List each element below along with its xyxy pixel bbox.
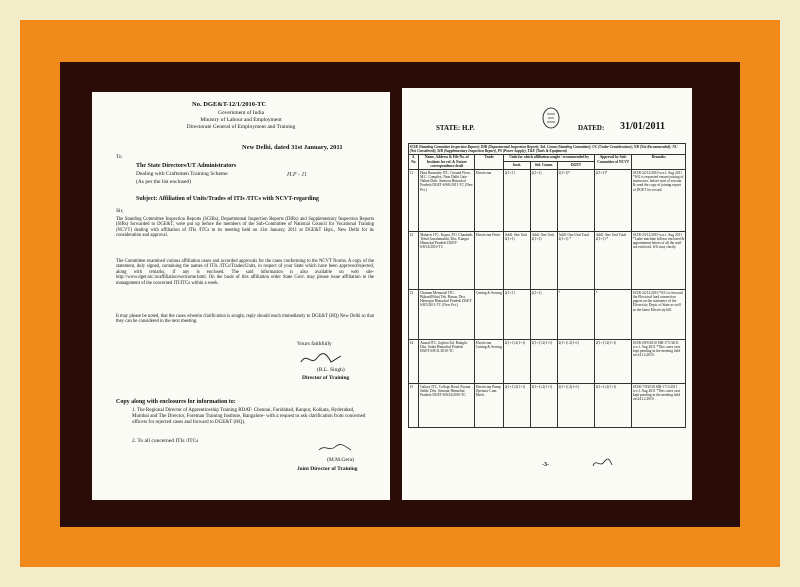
row-sno: 13: [409, 289, 419, 339]
address-line-1: The State Directors/UT Administrators: [136, 163, 237, 169]
row-trade: Electrician Pump Operator Cum Mech.: [475, 383, 504, 427]
signature-2: [317, 442, 357, 454]
row-sno: 11: [409, 169, 419, 231]
row-trade: Electrician Fitter: [475, 231, 504, 289]
row-approval: *: [595, 289, 632, 339]
row-remarks: SCIR-22/12/2010 w.e.f. Aug 2011 *S/G is requested ensure joining of instructors, before start of session & send the copy of joining report of DGET for record.: [632, 169, 686, 231]
gov-line-2: Ministry of Labour and Employment: [200, 117, 282, 123]
row-instt: 2(1+1) 2(1+1): [504, 383, 531, 427]
salutation: Sir,: [116, 208, 124, 214]
row-approval: 2(1+1) 2(1+1): [595, 383, 632, 427]
row-sno: 14: [409, 339, 419, 383]
row-instt: 2(1+1) 2(1+1): [504, 339, 531, 383]
row-trade: Electrician: [475, 169, 504, 231]
row-trade: Electrician Cutting & Sewing: [475, 339, 504, 383]
dated-value: 31/01/2011: [620, 121, 666, 132]
state-label: STATE: H.P.: [436, 124, 475, 132]
table-row: [409, 383, 686, 427]
row-std: 2(1+1) 2(1+1): [531, 339, 558, 383]
letter-ref: No. DGE&T-12/1/2010-TC: [192, 101, 267, 108]
dated-label: DATED:: [578, 124, 605, 132]
letter-page: [92, 92, 390, 500]
page-signature: [590, 456, 614, 470]
header-name: Name, Address & File No. of Institute for ref. & Future correspondence draft: [419, 154, 475, 169]
table-row: [409, 231, 686, 289]
gov-line-3: Directorate General of Employment and Training: [186, 124, 296, 130]
header-dget: DGET: [557, 162, 594, 170]
row-dget: 2(1+1) 2(1+1): [557, 339, 594, 383]
row-name: Galaxy ITC, College Road, Paonta Sahib, Dist. Sirmour Himachal Pradesh DGET-6/8/24/2010-TC: [419, 383, 475, 427]
row-name: Chaman Memorial ITC, Bijhari(Bilru) Teh. Barsar, Dist. Hamirpur Himachal Pradesh DGET-6/8/5/2011-TC (New Pvt.): [419, 289, 475, 339]
page-number: -3-: [542, 462, 549, 468]
paragraph-2: The Committee examined various affiliation cases and accorded approvals for the cases conforming to the NCVT Norms. A copy of the statement, duly signed, containing the names of ITIs /ITCs/Trades/Units, in respect of your State which have been approved/rejected, along with remarks, if any is enclosed. The said information is also available on web site- http://www.dget.nic.in/affiliation/welcome.html. On the basis of this affiliation order State Govt. may please issue affiliation to the management of the concerned ITI/ITCs within a week.: [116, 259, 374, 286]
signatory-1-name: (R.L. Singh): [317, 367, 345, 373]
copy-item-2: 2. To all concerned ITIs /ITCs: [132, 438, 199, 444]
row-remarks: SCIR-7/9/2010 SIR-17/1/2011 w.e.f. Aug 2011 *This cases case kept pending in the meeting held on 24.12.2010.: [632, 383, 686, 427]
table-legend: SCIR (Standing Committee Inspection Report); DIR (Departmental Inspection Report); Std. Comm (Standing Committee); UC (Under Consideration); NR (Not Recommended); NC (Not Considered); SIR (Supplementary Inspection Report), PS (Power Supply), T&E (Tools & Equipment): [409, 144, 686, 155]
row-approval: 2(1+1) 2(1+1): [595, 339, 632, 383]
row-name: Hota Basundry ITC, Ground Floor, M.C. Complex, Near Dalhi Gate Nahan Distt. Sirmour Himachal Pradesh DGET-6/8/6/2011-TC (New Pvt.): [419, 169, 475, 231]
row-std: 2(1+1) 2(1+1): [531, 383, 558, 427]
row-dget: 2(1+1)*: [557, 169, 594, 231]
affiliation-table: [408, 143, 686, 428]
row-sno: 15: [409, 383, 419, 427]
row-dget: 2(1+1) 2(1+1): [557, 383, 594, 427]
row-instt: Addl. One Unit 2(1+1): [504, 231, 531, 289]
address-line-2: Dealing with Craftsmen Training Scheme: [136, 171, 228, 177]
header-trade: Trade: [475, 154, 504, 169]
row-remarks: SCIR-23/12/2010 w.e.f. Aug 2011 *Lathe machine bill not enclosed & appointment letters of all the staff not enclosed. S/G may clarify.: [632, 231, 686, 289]
header-remarks: Remarks: [632, 154, 686, 169]
yours-faithfully: Yours faithfully: [297, 341, 332, 347]
gov-line-1: Government of India: [217, 110, 265, 116]
handwritten-note: H.P - 11: [287, 172, 307, 178]
copy-heading: Copy along with enclosures for information to:: [116, 399, 236, 405]
subject-line: Subject: Affiliation of Units/Trades of ITIs /ITCs with NCVT-regarding: [136, 196, 319, 202]
row-approval: 2(1+1)*: [595, 169, 632, 231]
row-instt: 2(1+1): [504, 289, 531, 339]
row-name: Mahavir ITC, Kopra, P.O. Chaukath, Tehsil Jawalamukhi, Dist. Kangra Himachal Pradesh DGET-6/8/14/2010-TC: [419, 231, 475, 289]
header-instt: Instt.: [504, 162, 531, 170]
signatory-2-title: Joint Director of Training: [297, 466, 358, 472]
row-std: 2(1+1): [531, 289, 558, 339]
row-approval: Addl. One Unit Total 2(1+1) *: [595, 231, 632, 289]
header-std: Std. Comm.: [531, 162, 558, 170]
to-label: To: [116, 154, 122, 160]
header-approval: Approval by Sub-Committee of NCVT: [595, 154, 632, 169]
copy-item-1: 1. The Regional Director of Apprenticeship Training RDAT- Chennai, Faridabad, Kanpur, Kolkata, Hyderabad, Mumbai and The Director, Foreman Training Institute, Bangalore- with a request to ask clarification from concerned officers for rejected cases and forward to DGE&T (HQ).: [132, 408, 366, 425]
signature-1: [297, 350, 347, 368]
row-dget: *: [557, 289, 594, 339]
header-units: Units for which affiliation sought / recommended by: [504, 154, 595, 162]
statement-page: [402, 88, 692, 500]
table-row: [409, 289, 686, 339]
address-line-3: (As per the list enclosed): [136, 179, 191, 185]
header-sno: S. No.: [409, 154, 419, 169]
row-remarks: SCIR-22/12/2010 *S/G to forward the Electrical load connection papers on the stationery of the Electricity Deptt. of State as well as the latest Electricity bill.: [632, 289, 686, 339]
row-sno: 12: [409, 231, 419, 289]
row-std: Addl. One Unit 2(1+1): [531, 231, 558, 289]
paragraph-3: It may please be noted, that the cases wherein clarification is sought, reply should reach immediately to DGE&T (HQ) New Delhi so that they can be considered in the next meeting.: [116, 314, 374, 325]
letter-date: New Delhi, dated 31st January, 2011: [242, 144, 343, 151]
paragraph-1: The Standing Committee Inspection Reports (SCIRs), Departmental Inspection Reports (DIRs) and Supplementary Inspection Reports (SIRs) forwarded to DGE&T, were put up before the members of the Sub-Committee of National Council for Vocational Training (NCVT) dealing with affiliation of ITIs /ITCs in its meeting held on 31st January, 2011 at DGE&T Hqrs., New Delhi for its consideration and approval.: [116, 217, 374, 239]
emblem-icon: [540, 106, 562, 130]
row-trade: Cutting & Sewing: [475, 289, 504, 339]
signatory-2-name: (M.M.Gera): [327, 457, 354, 463]
row-dget: Addl. One Unit Total 2(1+1) *: [557, 231, 594, 289]
row-instt: 2(1+1): [504, 169, 531, 231]
row-name: Anand ITC, Joghon Tal. Balaghi, Dist. Solan Himachal Pradesh DGET-6/8/31/2010-TC: [419, 339, 475, 383]
row-remarks: SCIR-29/9/2010 SIR-17/1/2011 w.e.f. Aug 2011 *This cases case kept pending in the meeting held on 24.12.2010.: [632, 339, 686, 383]
row-std: 2(1+1): [531, 169, 558, 231]
table-row: [409, 169, 686, 231]
signatory-1-title: Director of Training: [302, 375, 350, 381]
table-row: [409, 339, 686, 383]
